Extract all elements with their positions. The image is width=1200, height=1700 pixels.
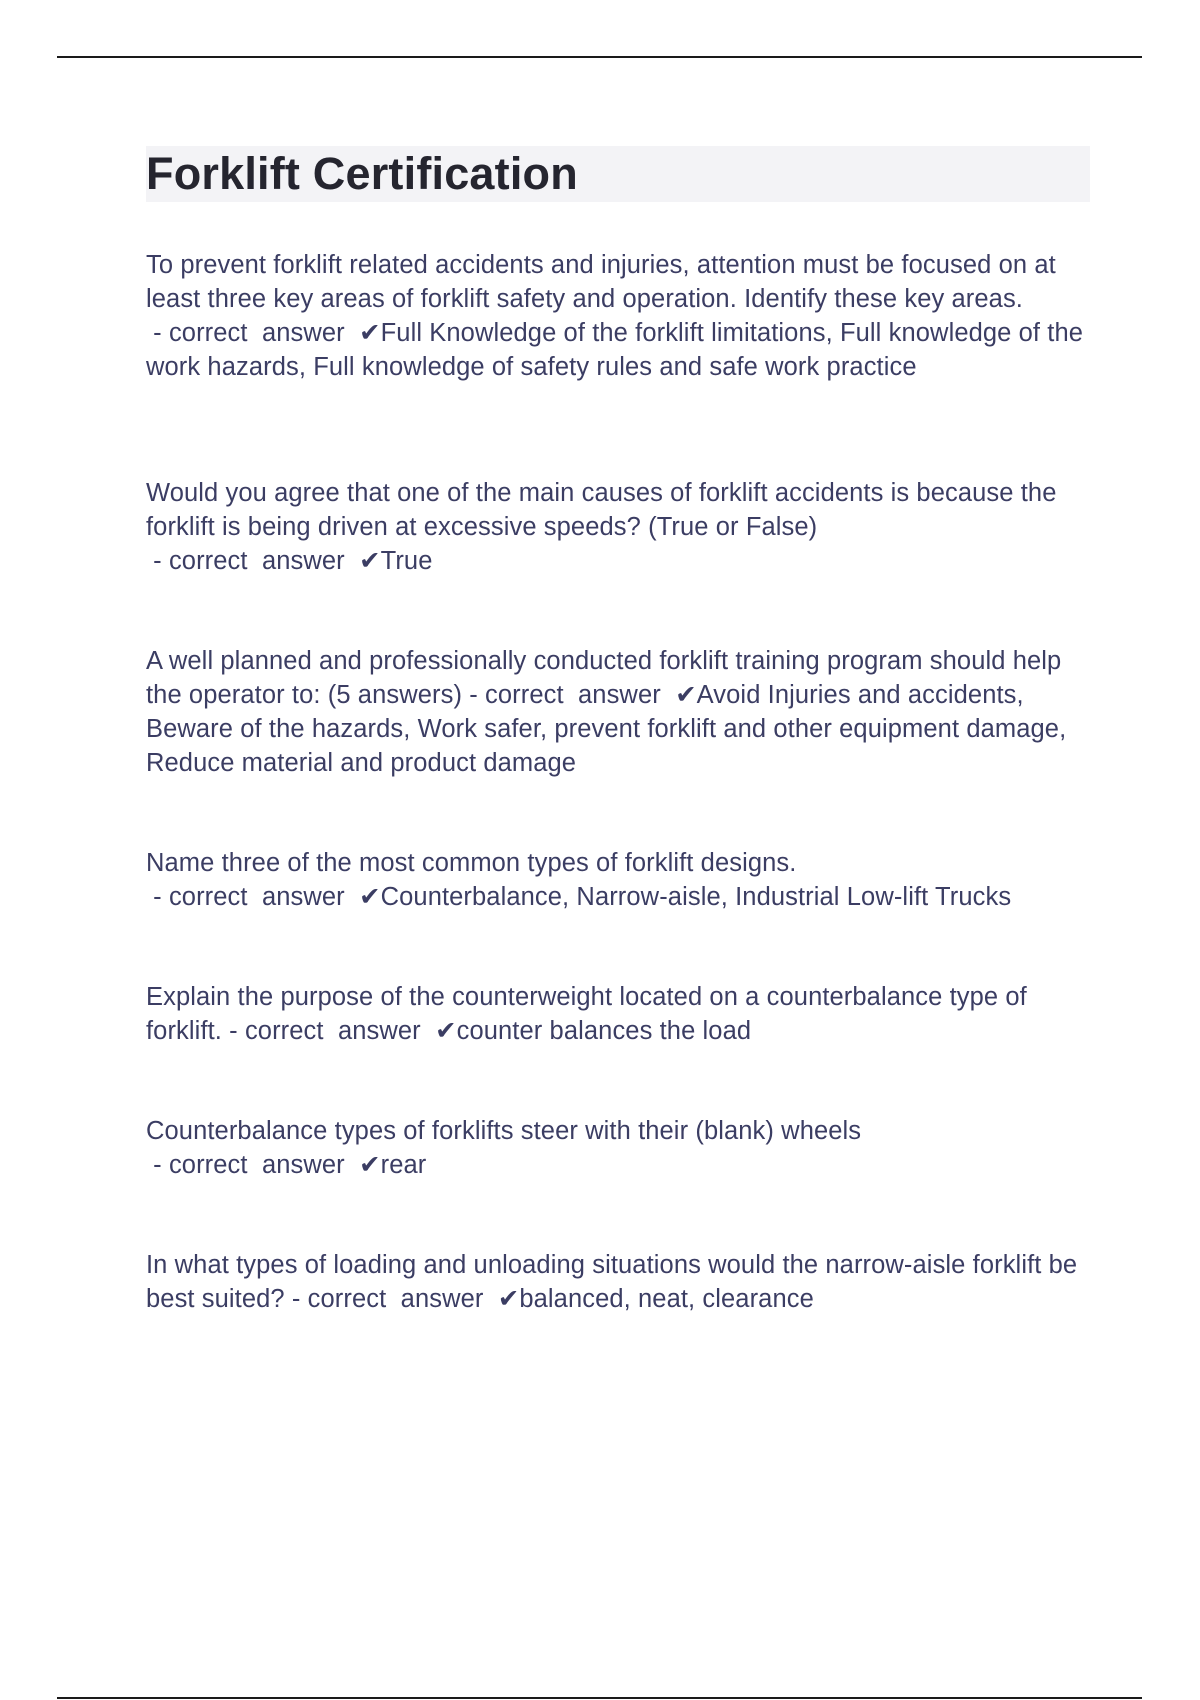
qa-item [146, 980, 1090, 1048]
check-icon: ✔ [359, 547, 381, 575]
check-icon: ✔ [675, 681, 697, 709]
answer-text: Avoid Injuries and accidents, Beware of the hazards, Work safer, prevent forklift and other equipment damage, Reduce material and product damage [146, 681, 1067, 777]
question-text: Explain the purpose of the counterweight located on a counterbalance type of forklift. [146, 983, 1027, 1045]
bottom-page-rule [57, 1697, 1142, 1699]
document-title: Forklift Certification [146, 148, 578, 199]
answer-marker: - correct answer [222, 1017, 436, 1045]
question-text: A well planned and professionally conducted forklift training program should help the operator to: (5 answers) [146, 647, 1062, 709]
qa-list [146, 248, 1090, 1316]
answer-text: Counterbalance, Narrow-aisle, Industrial Low-lift Trucks [380, 883, 1012, 911]
question-text: Would you agree that one of the main causes of forklift accidents is because the forklift is being driven at excessive speeds? (True or False) [146, 479, 1057, 541]
answer-marker: - correct answer [146, 883, 360, 911]
question-text: To prevent forklift related accidents and injuries, attention must be focused on at least three key areas of forklift safety and operation. Identify these key areas. [146, 251, 1056, 313]
check-icon: ✔ [359, 319, 381, 347]
question-text: Name three of the most common types of forklift designs. [146, 849, 797, 877]
title-bar [146, 146, 1090, 202]
answer-marker: - correct answer [146, 1151, 360, 1179]
answer-text: counter balances the load [456, 1017, 752, 1045]
answer-text: balanced, neat, clearance [519, 1285, 814, 1313]
qa-item [146, 1248, 1090, 1316]
answer-marker: - correct answer [146, 319, 360, 347]
qa-item [146, 644, 1090, 780]
check-icon: ✔ [497, 1285, 520, 1313]
answer-marker: - correct answer [284, 1285, 498, 1313]
answer-text: True [380, 547, 433, 575]
check-icon: ✔ [359, 1151, 381, 1179]
question-text: In what types of loading and unloading situations would the narrow-aisle forklift be best suited? [146, 1251, 1078, 1313]
qa-item [146, 846, 1090, 914]
check-icon: ✔ [359, 883, 381, 911]
check-icon: ✔ [435, 1017, 457, 1045]
qa-item [146, 1114, 1090, 1182]
answer-marker: - correct answer [462, 681, 676, 709]
qa-item [146, 476, 1090, 578]
answer-text: rear [380, 1151, 427, 1179]
top-page-rule [57, 56, 1142, 58]
answer-text: Full Knowledge of the forklift limitations, Full knowledge of the work hazards, Full knowledge of safety rules and safe work practice [146, 319, 1084, 381]
answer-marker: - correct answer [146, 547, 360, 575]
question-text: Counterbalance types of forklifts steer with their (blank) wheels [146, 1117, 862, 1145]
qa-item [146, 248, 1090, 384]
